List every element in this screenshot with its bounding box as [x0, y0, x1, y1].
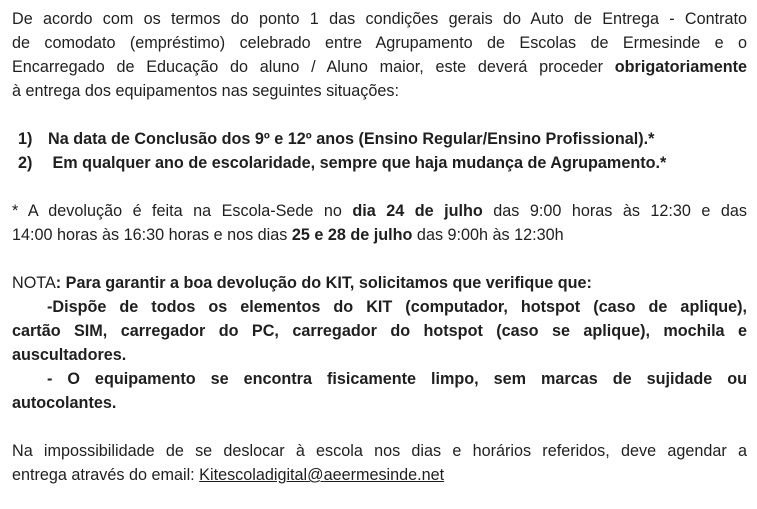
- nota-section: [12, 271, 747, 415]
- return-text-4: das 9:00h às 12:30h: [412, 226, 564, 244]
- intro-line-2: de comodato (empréstimo) celebrado entre Agrupamento de Escolas de Ermesinde e o: [12, 34, 747, 52]
- nota-item-2-line-2: autocolantes.: [12, 394, 117, 412]
- list-item-number: 2): [18, 154, 33, 172]
- list-item: [12, 151, 747, 175]
- intro-paragraph: [12, 7, 747, 103]
- nota-heading: [12, 271, 747, 295]
- return-text-2: das 9:00 horas às 12:30 e das: [482, 202, 747, 220]
- return-line-1: [12, 199, 747, 223]
- list-item: [12, 127, 747, 151]
- intro-line-1: De acordo com os termos do ponto 1 das condições gerais do Auto de Entrega - Contrato: [12, 10, 747, 28]
- situations-list: [12, 127, 747, 175]
- email-link[interactable]: Kitescoladigital@aeermesinde.net: [199, 466, 445, 484]
- nota-item-1-line-2: cartão SIM, carregador do PC, carregador do hotspot (caso se aplique), mochila e: [12, 322, 747, 340]
- closing-line-2: [12, 463, 747, 487]
- intro-line-3: [12, 55, 747, 79]
- list-item-text: Na data de Conclusão dos 9º e 12º anos (Ensino Regular/Ensino Profissional).*: [48, 130, 655, 148]
- return-paragraph: [12, 199, 747, 247]
- list-item-text: Em qualquer ano de escolaridade, sempre que haja mudança de Agrupamento.*: [48, 154, 667, 172]
- nota-item-1-line-1: -Dispõe de todos os elementos do KIT (computador, hotspot (caso de aplique),: [47, 298, 747, 316]
- return-date-1: dia 24 de julho: [352, 202, 483, 220]
- intro-emphasis: obrigatoriamente: [614, 58, 747, 76]
- list-item-number: 1): [18, 130, 33, 148]
- return-line-2: [12, 223, 747, 247]
- intro-line-4: à entrega dos equipamentos nas seguintes situações:: [12, 82, 399, 100]
- return-text-1: * A devolução é feita na Escola-Sede no: [12, 202, 353, 220]
- return-text-3: 14:00 horas às 16:30 horas e nos dias: [12, 226, 292, 244]
- intro-line-3-text: Encarregado de Educação do aluno / Aluno maior, este deverá proceder: [12, 58, 615, 76]
- closing-line-1: Na impossibilidade de se deslocar à escola nos dias e horários referidos, deve agendar a: [12, 442, 747, 460]
- nota-item-1-line-3: auscultadores.: [12, 346, 127, 364]
- return-date-2: 25 e 28 de julho: [291, 226, 413, 244]
- nota-label: NOTA: [12, 274, 56, 292]
- closing-text: entrega através do email:: [12, 466, 200, 484]
- nota-item-2-line-1: - O equipamento se encontra fisicamente limpo, sem marcas de sujidade ou: [47, 370, 747, 388]
- closing-paragraph: [12, 439, 747, 487]
- nota-intro: : Para garantir a boa devolução do KIT, solicitamos que verifique que:: [55, 274, 592, 292]
- document-body: [12, 7, 747, 487]
